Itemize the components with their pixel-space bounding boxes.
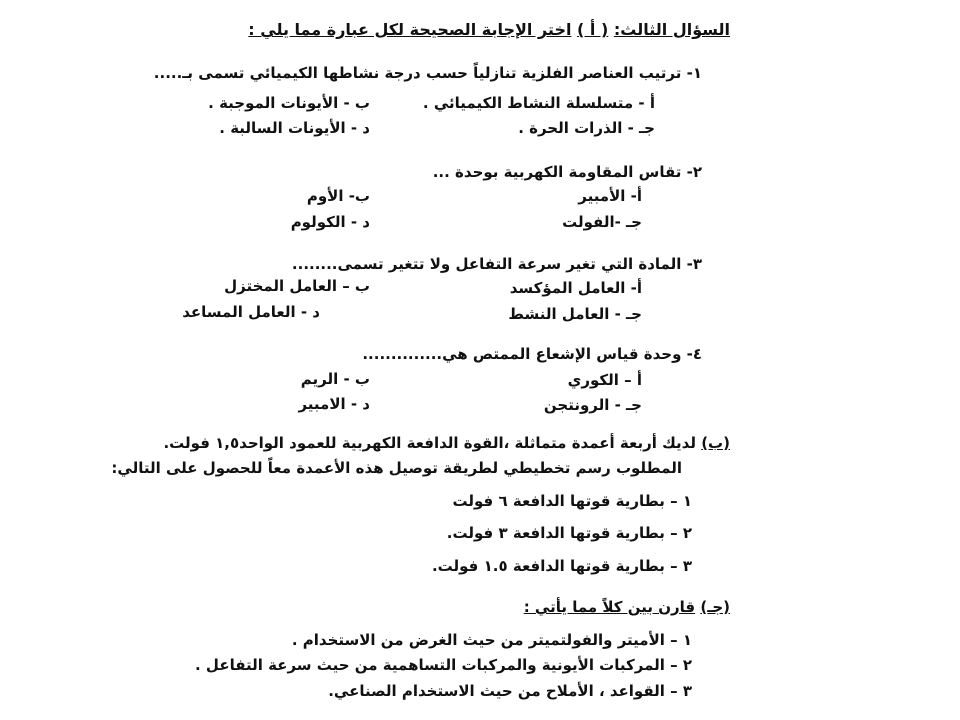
part-c-tag: (جـ) <box>700 598 730 616</box>
mcq-stem-3: ٣- المادة التي تغير سرعة التفاعل ولا تتغير تسمى........ <box>291 255 702 273</box>
part-b-intro: لديك أربعة أعمدة متماثلة ،القوة الدافعة الكهربية للعمود الواحد١,٥ فولت. <box>163 434 696 452</box>
mcq-option-2c: جـ -الفولت <box>562 213 642 231</box>
mcq-option-4b: ب - الريم <box>300 370 370 388</box>
part-b-item-2: ٢ – بطارية قوتها الدافعة ٣ فولت. <box>446 524 692 542</box>
part-c-header <box>524 597 730 617</box>
part-b-tag: (ب) <box>701 434 730 452</box>
question-label: السؤال الثالث: <box>613 20 730 39</box>
part-b-item-1: ١ – بطارية قوتها الدافعة ٦ فولت <box>452 492 692 510</box>
mcq-option-1c: جـ - الذرات الحرة . <box>518 119 655 137</box>
mcq-option-1d: د - الأيونات السالبة . <box>219 119 370 137</box>
mcq-option-1a: أ - متسلسلة النشاط الكيميائي . <box>422 94 655 112</box>
mcq-option-4d: د - الامبير <box>298 395 370 413</box>
mcq-option-3a: أ- العامل المؤكسد <box>509 279 642 297</box>
mcq-option-4a: أ – الكوري <box>567 371 642 389</box>
mcq-option-3d: د - العامل المساعد <box>182 303 320 321</box>
mcq-option-2d: د - الكولوم <box>290 213 370 231</box>
part-b-line-2: المطلوب رسم تخطيطي لطريقة توصيل هذه الأعمدة معاً للحصول على التالي: <box>111 459 682 477</box>
part-b-item-3: ٣ – بطارية قوتها الدافعة ١.٥ فولت. <box>431 557 692 575</box>
mcq-option-4c: جـ - الرونتجن <box>543 396 642 414</box>
mcq-stem-2: ٢- تقاس المقاومة الكهربية بوحدة ... <box>432 163 702 181</box>
mcq-option-2b: ب- الأوم <box>306 187 370 205</box>
question-header <box>248 20 730 40</box>
part-c-item-1: ١ – الأميتر والفولتميتر من حيث الغرض من الاستخدام . <box>291 631 692 649</box>
part-c-item-2: ٢ – المركبات الأيونية والمركبات التساهمية من حيث سرعة التفاعل . <box>195 656 692 674</box>
mcq-option-1b: ب - الأيونات الموجبة . <box>208 94 370 112</box>
mcq-option-3b: ب – العامل المختزل <box>224 277 370 295</box>
mcq-option-2a: أ- الأمبير <box>578 187 642 205</box>
part-a-tag: ( أ ) <box>577 20 609 39</box>
instruction-text: اختر الإجابة الصحيحة لكل عبارة مما يلي : <box>248 20 572 39</box>
mcq-stem-4: ٤- وحدة قياس الإشعاع الممتص هي.............. <box>362 345 702 363</box>
part-c-title: قارن بين كلاً مما يأتي : <box>523 598 696 616</box>
mcq-option-3c: جـ - العامل النشط <box>508 305 642 323</box>
mcq-stem-1: ١- ترتيب العناصر الفلزية تنازلياً حسب درجة نشاطها الكيميائي تسمى بـ..... <box>153 64 702 82</box>
part-b-line-1 <box>163 433 730 453</box>
part-c-item-3: ٣ – القواعد ، الأملاح من حيث الاستخدام الصناعي. <box>328 682 692 700</box>
